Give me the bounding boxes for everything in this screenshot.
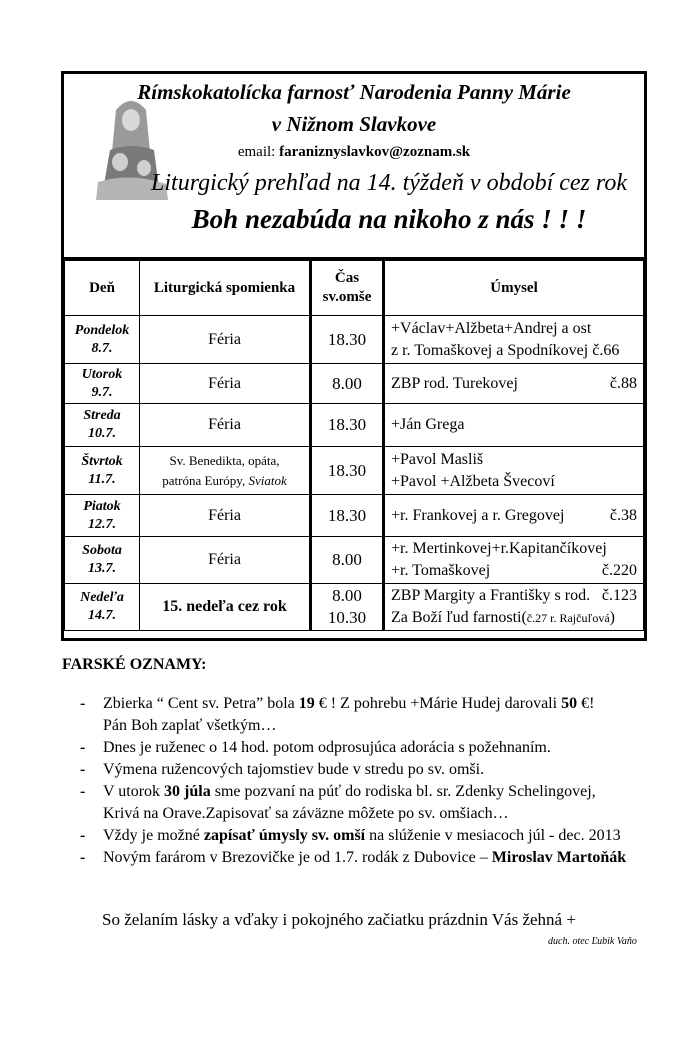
intention-line: +r. Tomaškovej xyxy=(391,562,491,579)
day-name: Utorok xyxy=(81,366,123,382)
announcement-text: Výmena ružencových tajomstiev bude v stredu po sv. omši. xyxy=(103,761,485,778)
announcement-text: €! xyxy=(577,695,595,712)
table-row xyxy=(65,537,644,584)
intention-line: +r. Frankovej a r. Gregovej xyxy=(391,506,565,524)
intention-line: z r. Tomaškovej a Spodníkovej č.66 xyxy=(391,341,620,359)
email-line xyxy=(64,144,644,161)
liturgy-line xyxy=(140,471,309,491)
intention-line: +Ján Grega xyxy=(391,416,465,433)
announcement-text: Novým farárom v Brezovičke je od 1.7. rodák z Dubovice – xyxy=(103,849,492,866)
intention-cell xyxy=(384,537,644,584)
parish-name: Rímskokatolícka farnosť Narodenia Panny Márie xyxy=(137,80,571,104)
header-intention: Úmysel xyxy=(384,261,644,316)
announcement-emphasis: Miroslav Martoňák xyxy=(491,849,627,866)
time-cell: 8.00 xyxy=(311,364,384,404)
bullet-dash: - xyxy=(80,739,86,756)
bulletin-header xyxy=(64,74,644,260)
liturgy-rank: Sviatok xyxy=(248,472,287,488)
bulletin-frame xyxy=(61,71,647,641)
intention-line xyxy=(391,607,643,629)
day-cell xyxy=(65,404,140,447)
time-cell: 8.00 xyxy=(311,537,384,584)
email-label: email: xyxy=(237,144,280,160)
bullet-dash: - xyxy=(80,695,86,712)
announcement-text: V utorok xyxy=(103,783,165,800)
signature: duch. otec Ľubik Vaňo xyxy=(548,936,637,947)
announcement-text: sme pozvaní na púť do rodiska bl. sr. Zdenky Schelingovej, xyxy=(210,783,596,800)
day-cell xyxy=(65,537,140,584)
header-time-label: Čas sv.omše xyxy=(322,270,372,305)
intention-cell xyxy=(384,404,644,447)
intention-cell xyxy=(384,316,644,364)
parish-location: v Nižnom Slavkove xyxy=(271,112,437,136)
intention-line: +Pavol Masliš xyxy=(391,450,484,468)
time-cell: 18.30 xyxy=(311,316,384,364)
intention-line: ZBP Margity a Františky s rod. xyxy=(391,587,591,604)
day-name: Streda xyxy=(83,408,121,423)
day-name: Pondelok xyxy=(74,322,130,338)
announcement-amount: 50 xyxy=(561,695,578,712)
house-number: č.220 xyxy=(601,562,637,579)
announcements-title: FARSKÉ OZNAMY: xyxy=(62,656,207,673)
time-cell: 18.30 xyxy=(311,447,384,495)
announcement-text: € ! Z pohrebu +Márie Hudej darovali xyxy=(314,695,562,712)
list-item xyxy=(80,825,650,847)
table-row xyxy=(65,316,644,364)
day-date: 8.7. xyxy=(91,340,113,356)
liturgy-cell xyxy=(140,447,311,495)
day-date: 9.7. xyxy=(91,384,113,400)
intention-cell xyxy=(384,364,644,404)
announcement-text: Krivá na Orave.Zapisovať sa záväzne môžete po sv. omšiach… xyxy=(103,805,509,822)
announcement-date: 30 júla xyxy=(164,783,211,800)
bullet-dash: - xyxy=(80,761,86,778)
intention-cell xyxy=(384,447,644,495)
list-item xyxy=(80,781,650,825)
liturgy-cell: Féria xyxy=(140,316,311,364)
header-time xyxy=(311,261,384,316)
intention-line: +Pavol +Alžbeta Švecoví xyxy=(391,472,555,490)
day-date: 14.7. xyxy=(88,608,116,623)
liturgy-cell: Féria xyxy=(140,364,311,404)
table-row xyxy=(65,584,644,631)
day-cell xyxy=(65,364,140,404)
announcement-text: Pán Boh zaplať všetkým… xyxy=(103,717,277,734)
table-row xyxy=(65,364,644,404)
time-cell: 18.30 xyxy=(311,495,384,537)
day-date: 13.7. xyxy=(88,561,116,576)
announcement-text: na slúženie v mesiacoch júl - dec. 2013 xyxy=(365,827,621,844)
list-item xyxy=(80,759,650,781)
list-item xyxy=(80,693,650,737)
house-number: č.123 xyxy=(601,587,637,604)
table-header-row xyxy=(65,261,644,316)
intention-line: +r. Mertinkovej+r.Kapitančíkovej xyxy=(391,540,607,557)
liturgy-cell: Féria xyxy=(140,537,311,584)
intention-text: ) xyxy=(609,609,615,626)
house-number: č.88 xyxy=(609,374,637,392)
liturgical-subtitle: Liturgický prehľad na 14. týždeň v období cez rok xyxy=(151,170,627,196)
liturgy-cell: 15. nedeľa cez rok xyxy=(140,584,311,631)
day-cell xyxy=(65,584,140,631)
liturgy-line: Sv. Benedikta, opáta, xyxy=(169,452,280,468)
list-item xyxy=(80,737,650,759)
announcement-text: Vždy je možné xyxy=(103,827,204,844)
day-date: 12.7. xyxy=(88,516,116,532)
day-name: Piatok xyxy=(83,498,121,514)
motto: Boh nezabúda na nikoho z nás ! ! ! xyxy=(191,204,587,234)
mass-time: 8.00 xyxy=(332,586,362,605)
closing-blessing: So želaním lásky a vďaky i pokojného začiatku prázdnin Vás žehná + xyxy=(102,910,576,929)
liturgy-cell: Féria xyxy=(140,495,311,537)
email-address[interactable]: faraniznyslavkov@zoznam.sk xyxy=(279,144,471,160)
day-name: Nedeľa xyxy=(80,590,124,605)
liturgy-text: patróna Európy, xyxy=(162,472,246,488)
table-row xyxy=(65,495,644,537)
day-name: Štvrtok xyxy=(81,453,123,469)
day-name: Sobota xyxy=(82,543,122,558)
mass-time: 10.30 xyxy=(327,608,367,627)
intention-cell xyxy=(384,584,644,631)
intention-text: Za Boží ľud farnosti( xyxy=(391,609,527,626)
intention-line: +Václav+Alžbeta+Andrej a ost xyxy=(391,319,592,337)
bullet-dash: - xyxy=(80,827,86,844)
announcement-text: Zbierka “ Cent sv. Petra” bola xyxy=(103,695,299,712)
day-date: 11.7. xyxy=(88,471,116,487)
header-liturgy: Liturgická spomienka xyxy=(140,261,311,316)
table-row xyxy=(65,447,644,495)
liturgy-cell: Féria xyxy=(140,404,311,447)
time-cell: 18.30 xyxy=(311,404,384,447)
announcement-text: Dnes je ruženec o 14 hod. potom odprosujúca adorácia s požehnaním. xyxy=(103,739,551,756)
bullet-dash: - xyxy=(80,783,86,800)
announcements-list xyxy=(80,693,650,869)
day-cell xyxy=(65,316,140,364)
header-day: Deň xyxy=(65,261,140,316)
intention-cell xyxy=(384,495,644,537)
bullet-dash: - xyxy=(80,849,86,866)
day-cell xyxy=(65,495,140,537)
intention-small: č.27 r. Rajčuľová xyxy=(526,611,610,625)
list-item xyxy=(80,847,650,869)
schedule-table xyxy=(64,260,644,631)
announcement-emphasis: zapísať úmysly sv. omší xyxy=(203,827,366,844)
announcement-amount: 19 xyxy=(298,695,315,712)
intention-line: ZBP rod. Turekovej xyxy=(391,374,518,392)
day-cell xyxy=(65,447,140,495)
table-row xyxy=(65,404,644,447)
house-number: č.38 xyxy=(609,506,637,524)
time-cell xyxy=(311,584,384,631)
day-date: 10.7. xyxy=(88,426,116,441)
